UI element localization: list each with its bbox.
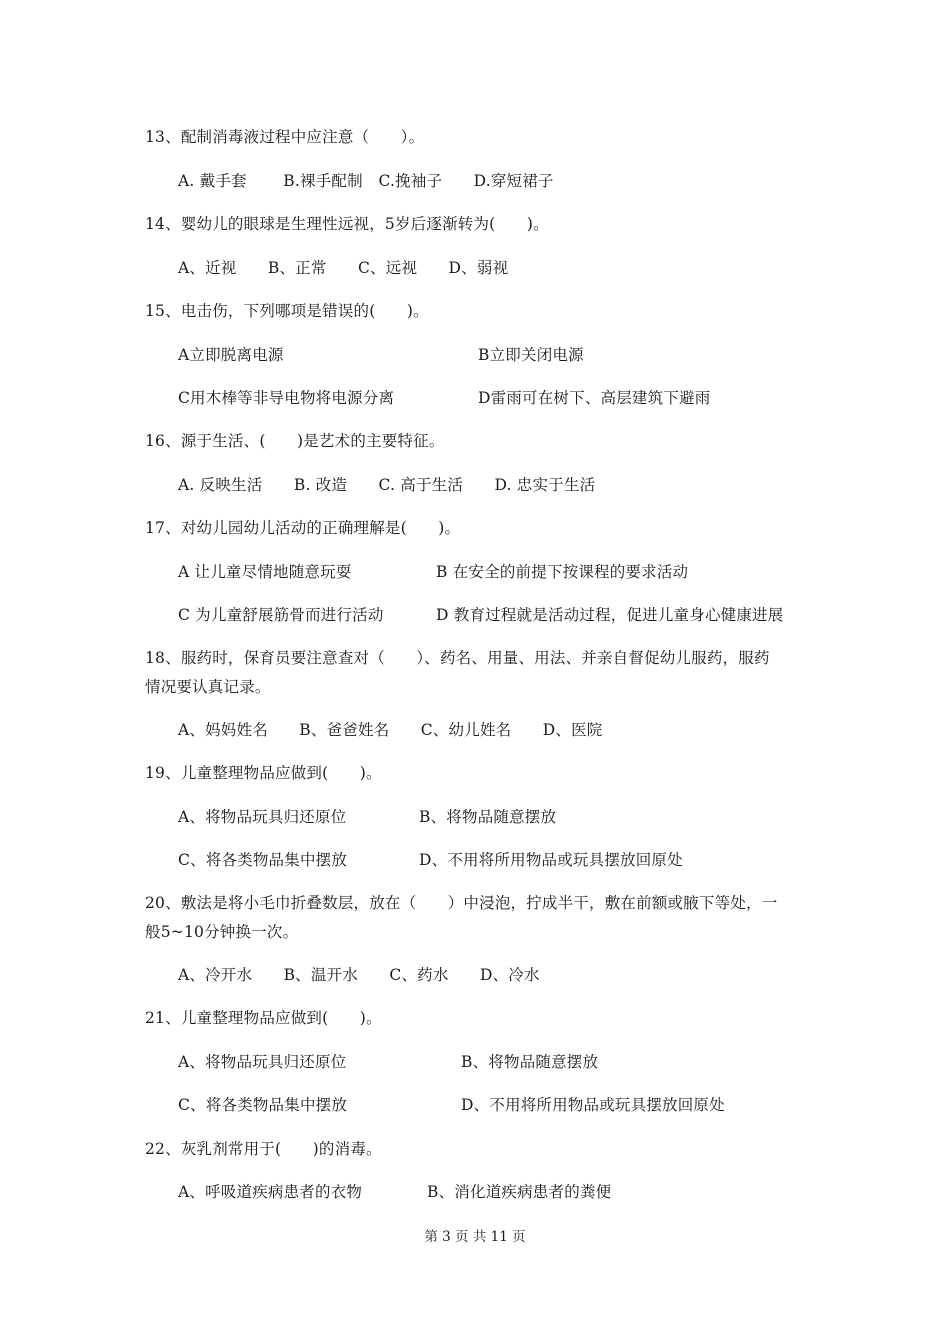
question-20-options: A、冷开水 B、温开水 C、药水 D、冷水 [178,966,540,984]
question-21-stem: 21、儿童整理物品应做到( )。 [145,1009,382,1027]
question-19-option-c: C、将各类物品集中摆放 [178,851,348,869]
question-21-option-a: A、将物品玩具归还原位 [178,1053,347,1071]
question-17-stem: 17、对幼儿园幼儿活动的正确理解是( )。 [145,519,461,537]
question-19-option-b: B、将物品随意摆放 [419,808,557,826]
question-16-stem: 16、源于生活、( )是艺术的主要特征。 [145,432,445,450]
question-14-options: A、近视 B、正常 C、远视 D、弱视 [178,259,509,277]
question-17-option-d: D 教育过程就是活动过程，促进儿童身心健康进展 [436,606,784,624]
question-22-option-b: B、消化道疾病患者的粪便 [427,1183,612,1201]
question-19-option-d: D、不用将所用物品或玩具摆放回原处 [419,851,683,869]
question-17-option-a: A 让儿童尽情地随意玩耍 [178,563,352,581]
question-20-stem-line2: 般5~10分钟换一次。 [145,923,299,941]
question-19-option-a: A、将物品玩具归还原位 [178,808,347,826]
question-14-stem: 14、婴幼儿的眼球是生理性远视，5岁后逐渐转为( )。 [145,215,549,233]
question-18-options: A、妈妈姓名 B、爸爸姓名 C、幼儿姓名 D、医院 [178,721,603,739]
question-16-options: A. 反映生活 B. 改造 C. 高于生活 D. 忠实于生活 [178,476,596,494]
question-18-stem-line2: 情况要认真记录。 [145,678,271,696]
question-19-stem: 19、儿童整理物品应做到( )。 [145,764,382,782]
page-number-footer: 第 3 页 共 11 页 [424,1229,526,1245]
question-17-option-c: C 为儿童舒展筋骨而进行活动 [178,606,384,624]
question-13-stem: 13、配制消毒液过程中应注意（ ）。 [145,128,425,146]
question-21-option-c: C、将各类物品集中摆放 [178,1096,348,1114]
question-15-option-b: B立即关闭电源 [478,346,584,364]
question-22-stem: 22、灰乳剂常用于( )的消毒。 [145,1140,382,1158]
question-17-option-b: B 在安全的前提下按课程的要求活动 [436,563,689,581]
question-20-stem-line1: 20、敷法是将小毛巾折叠数层，放在（ ）中浸泡，拧成半干，敷在前额或腋下等处，一 [145,894,778,912]
question-15-option-c: C用木棒等非导电物将电源分离 [178,389,395,407]
question-21-option-d: D、不用将所用物品或玩具摆放回原处 [461,1096,725,1114]
question-13-options: A. 戴手套 B.裸手配制 C.挽袖子 D.穿短裙子 [178,172,554,190]
question-15-option-a: A立即脱离电源 [178,346,284,364]
question-18-stem-line1: 18、服药时，保育员要注意查对（ ）、药名、用量、用法、并亲自督促幼儿服药，服药 [145,649,770,667]
question-15-option-d: D雷雨可在树下、高层建筑下避雨 [478,389,711,407]
question-15-stem: 15、电击伤，下列哪项是错误的( )。 [145,302,429,320]
question-22-option-a: A、呼吸道疾病患者的衣物 [178,1183,363,1201]
question-21-option-b: B、将物品随意摆放 [461,1053,599,1071]
